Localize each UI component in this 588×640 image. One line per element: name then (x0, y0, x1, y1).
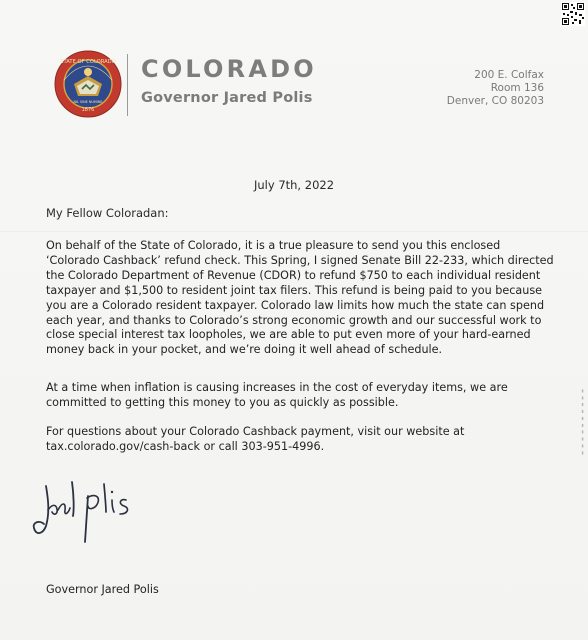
org-name: COLORADO (141, 55, 317, 83)
closing-signature-name: Governor Jared Polis (46, 583, 159, 596)
seal-motto: NIL SINE NUMINE (73, 100, 103, 104)
paragraph-inflation: At a time when inflation is causing increases in the cost of everyday items, we are committed to getting this money to you as quickly as possible. (46, 381, 508, 409)
state-seal-icon (54, 50, 122, 118)
paragraph-contact: For questions about your Colorado Cashback payment, visit our website at tax.colorado.gov/cash-back or call 303-951-4996. (46, 425, 465, 453)
header-divider (127, 54, 128, 116)
address-line-3: Denver, CO 80203 (446, 95, 544, 107)
print-mark: ▮ ▮ ▮ ▮ ▮ ▮ ▮ ▮ ▮ ▮ (580, 388, 585, 456)
handwritten-signature (30, 476, 150, 546)
address-line-2: Room 136 (490, 82, 544, 94)
qr-code-icon (561, 2, 585, 26)
seal-year: 1876 (81, 107, 95, 113)
salutation: My Fellow Coloradan: (46, 206, 169, 220)
governor-title: Governor Jared Polis (141, 90, 313, 106)
letter-date: July 7th, 2022 (253, 178, 335, 192)
seal-text: STATE OF COLORADO (60, 59, 116, 65)
address-line-1: 200 E. Colfax (474, 69, 544, 81)
paragraph-refund: On behalf of the State of Colorado, it is a true pleasure to send you this enclosed ‘Colorado Cashback’ refund check. This Spring, I signed Senate Bill 22-233, which directed the Colorado Department of Revenue (CDOR) to refund $750 to each individual resident taxpayer and $1,500 to resident joint tax filers. This refund is being paid to you because you are a Colorado resident taxpayer. Colorado law limits how much the state can spend each year, and thanks to Colorado’s strong economic growth and our successful work to close special interest tax loopholes, we are able to put even more of your hard-earned money back in your pocket, and we’re doing it well ahead of schedule. (46, 239, 554, 357)
fold-line (0, 231, 588, 232)
office-address (447, 69, 544, 108)
